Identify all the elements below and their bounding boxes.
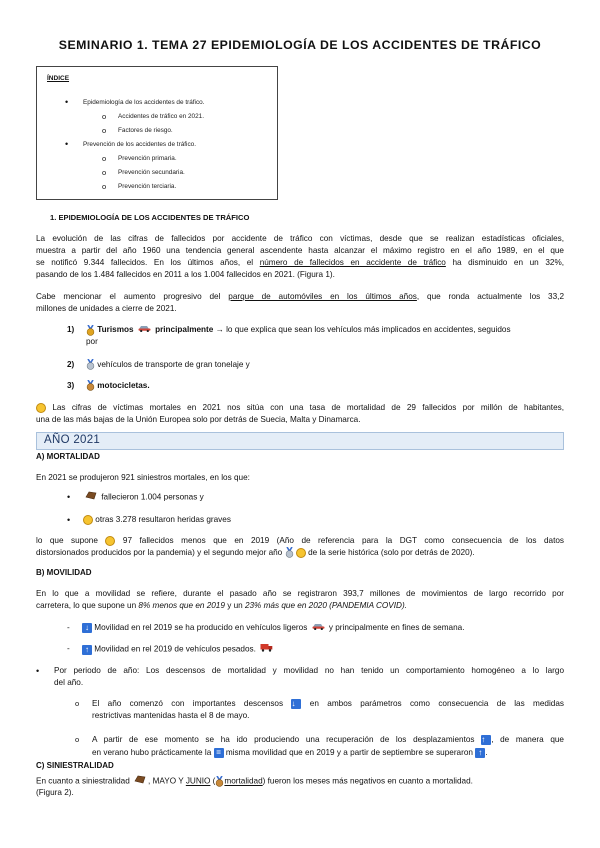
down-arrow-icon: ↓ [82,623,92,633]
smiley-icon [296,548,306,558]
bullet: • [67,492,71,502]
text-run: otras 3.278 resultaron heridas graves [95,515,231,524]
down-arrow-icon: ↓ [291,699,301,709]
paragraph-line: En 2021 se produjeron 921 siniestros mortales, en los que: [36,473,250,482]
text-run: 23% más que en 2020 (PANDEMIA COVID). [244,601,407,610]
silver-medal-icon [285,547,294,558]
paragraph-line: una de las más bajas de la Unión Europea solo por detrás de Suecia, Malta y Dinamarca. [36,415,361,424]
index-item[interactable]: Prevención secundaria. [118,169,185,176]
paragraph-line [36,775,564,788]
paragraph-line: (Figura 2). [36,788,74,797]
text-run: , que ronda actualmente los 33,2 [416,292,564,301]
paragraph-line: pasando de los 1.484 fallecidos en 2011 a los 1.004 fallecidos en 2021. (Figura 1). [36,270,335,279]
circle-bullet: o [75,735,80,744]
dash-bullet: - [67,644,70,653]
text-run: y un [224,601,245,610]
bullet: • [36,666,40,676]
bullet: • [65,97,69,107]
text-run: , de manera que [491,735,564,744]
section-title: AÑO 2021 [44,434,101,446]
paragraph-line [36,547,475,559]
text-run: misma movilidad que en 2019 y a partir de septiembre se superaron [225,748,473,757]
list-item [86,324,564,336]
paragraph-line [36,600,407,612]
paragraph-line [36,291,564,303]
text-run: ha disminuido en un 32%, [445,258,564,267]
circle-bullet: o [102,126,107,135]
paragraph-line [36,535,564,547]
text-run: parque de automóviles en los últimos años [228,292,417,301]
text-run: JUNIO [185,776,211,786]
truck-icon [260,643,273,656]
paragraph-line [36,402,564,414]
paragraph-line [92,734,564,746]
coffin-icon [134,775,146,788]
text-run: Movilidad en rel 2019 se ha producido en vehículos ligeros [94,623,308,633]
text-run: A partir de ese momento se ha ido produciendo una recuperación de los desplazamientos [92,735,475,744]
text-run: y principalmente en fines de semana. [328,623,465,633]
text-run: 8% menos que en 2019 [138,601,225,610]
subsection-heading: C) SINIESTRALIDAD [36,761,114,770]
list-item [82,643,275,656]
list-number: 1) [67,325,75,334]
text-run: lo que supone [36,536,98,545]
text-run: en verano hubo prácticamente la [92,748,212,757]
index-heading: ÍNDICE [47,75,70,82]
text-run: Las cifras de víctimas mortales en 2021 nos sitúa con una tasa de mortalidad de 29 fallecidos por millón de habitantes, [52,403,564,412]
list-number: 2) [67,360,75,369]
text-run: , MAYO Y [148,776,186,786]
text-run: El año comenzó con importantes descensos [92,699,284,708]
paragraph-line: restrictivas mantenidas hasta el 8 de mayo. [92,711,250,720]
paragraph-line: La evolución de las cifras de fallecidos por accidente de tráfico con víctimas, desde que se realizan estadísticas oficiales, [36,234,564,243]
bandaged-face-icon [83,515,93,525]
bronze-medal-icon [86,380,95,391]
circle-bullet: o [102,154,107,163]
up-arrow-icon: ↑ [82,645,92,655]
text-run: 97 fallecidos menos que en 2019 (Año de referencia para la DGT como consecuencia de los datos [122,536,564,545]
paragraph-line: En lo que a movilidad se refiere, durante el pasado año se registraron 393,7 millones de movimientos de largo recorrido por [36,589,564,598]
index-item[interactable]: Accidentes de tráfico en 2021. [118,113,204,120]
text-run: número de fallecidos en accidente de tráfico [259,258,446,267]
paragraph-line: del año. [54,678,84,687]
text-run: se notificó 9.344 fallecidos. En los últimos años, el [36,258,260,267]
list-item [83,514,231,526]
text-run: vehículos de transporte de gran tonelaje y [97,360,250,369]
index-item[interactable]: Prevención de los accidentes de tráfico. [83,141,196,148]
circle-bullet: o [102,182,107,191]
text-run: Movilidad en rel 2019 de vehículos pesados. [94,644,256,654]
paragraph-line: muestra a partir del año 1960 una tendencia general ascendente hasta alcanzar el máximo registro en el año 1989, en el que [36,246,564,255]
smiley-icon [105,536,115,546]
text-run: en ambos parámetros como consecuencia de las medidas [309,699,564,708]
text-run: mortalidad [224,776,263,786]
circle-bullet: o [75,699,80,708]
paragraph-line [92,747,488,759]
text-run: principalmente [155,325,214,335]
section-bar [36,432,564,450]
index-item[interactable]: Prevención primaria. [118,155,177,162]
smiley-icon [36,403,46,413]
up-arrow-icon: ↑ [475,748,485,758]
text-run: . [485,748,488,757]
up-arrow-icon: ↑ [481,735,491,745]
text-run: ) fueron los meses más negativos en cuanto a mortalidad. [262,776,473,786]
text-run: de la serie histórica (solo por detrás de 2020). [308,548,475,557]
text-run: Cabe mencionar el aumento progresivo del [36,292,229,301]
bullet: • [65,139,69,149]
text-run: ( [210,776,216,786]
paragraph-line [92,698,564,710]
text-run: carretera, lo que supone un [36,601,139,610]
car-icon [138,324,151,336]
text-run: fallecieron 1.004 personas y [101,492,204,502]
bronze-medal-icon [215,776,224,787]
paragraph-line: Por periodo de año: Los descensos de mortalidad y movilidad no han tenido un comportamiento homogéneo a lo largo [54,666,564,675]
coffin-icon [85,491,97,504]
index-item[interactable]: Factores de riesgo. [118,127,173,134]
circle-bullet: o [102,112,107,121]
page-title: SEMINARIO 1. TEMA 27 EPIDEMIOLOGÍA DE LOS ACCIDENTES DE TRÁFICO [58,38,542,52]
bullet: • [67,515,71,525]
list-item-continuation: por [86,337,98,346]
list-item [82,622,465,634]
car-icon [312,622,325,634]
text-run: → lo que explica que sean los vehículos más implicados en accidentes, seguidos [215,325,511,335]
gold-medal-icon [86,325,95,336]
dash-bullet: - [67,623,70,632]
circle-bullet: o [102,168,107,177]
paragraph-line [36,257,564,269]
text-run: distorsionados producidos por la pandemia) y el segundo mejor año [36,548,283,557]
text-run: motocicletas. [97,381,150,390]
text-run: Turismos [97,325,134,335]
subsection-heading: B) MOVILIDAD [36,568,92,577]
equals-icon: = [214,748,224,758]
list-item [86,359,250,371]
silver-medal-icon [86,359,95,370]
text-run: En cuanto a siniestralidad [36,776,130,786]
paragraph-line: millones de unidades a cierre de 2021. [36,304,177,313]
list-item [83,491,204,504]
subsection-heading: A) MORTALIDAD [36,452,100,461]
index-item[interactable]: Prevención terciaria. [118,183,177,190]
list-item [86,380,150,392]
list-number: 3) [67,381,75,390]
section-heading: 1. EPIDEMIOLOGÍA DE LOS ACCIDENTES DE TRÁFICO [50,213,250,222]
index-item[interactable]: Epidemiología de los accidentes de tráfico. [83,99,205,106]
